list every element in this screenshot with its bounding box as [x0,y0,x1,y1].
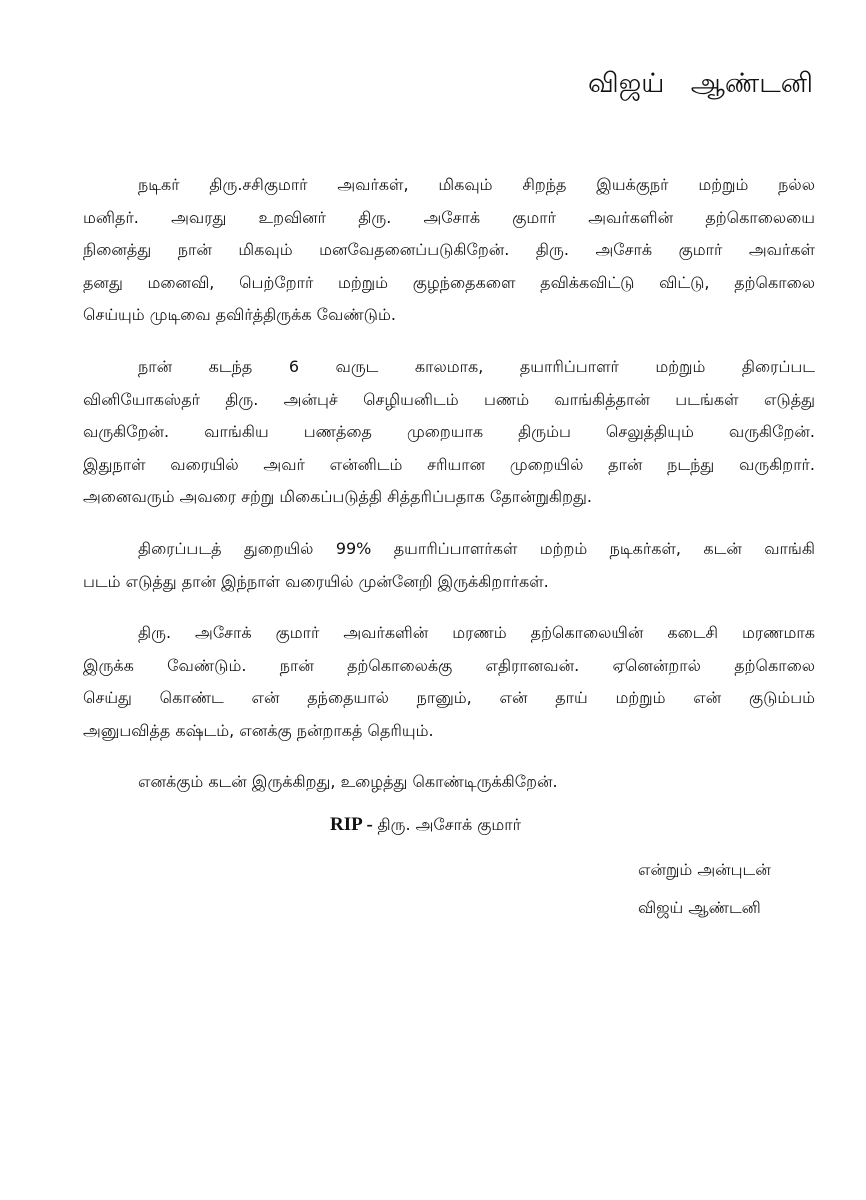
text-line: இருக்க வேண்டும். நான் தற்கொலைக்கு எதிரானவன். ஏனென்றால் தற்கொலை [83,655,815,675]
text-line: திரைப்படத் துறையில் 99% தயாரிப்பாளர்கள் மற்றம் நடிகர்கள், கடன் வாங்கி [138,539,815,558]
text-line: செய்யும் முடிவை தவிர்த்திருக்க வேண்டும். [83,305,396,324]
document-title: விஜய் ஆண்டனி [588,68,813,99]
paragraph-4 [83,617,815,747]
rip-line [330,814,521,836]
text-line: நடிகர் திரு.சசிகுமார் அவர்கள், மிகவும் சிறந்த இயக்குநர் மற்றும் நல்ல [138,175,815,194]
text-line: எனக்கும் கடன் இருக்கிறது, உழைத்து கொண்டிருக்கிறேன். [138,772,558,791]
text-line: அனைவரும் அவரை சற்று மிகைப்படுத்தி சித்தரிப்பதாக தோன்றுகிறது. [83,487,592,506]
paragraph-5 [83,766,815,799]
text-line: படம் எடுத்து தான் இந்நாள் வரையில் முன்னேறி இருக்கிறார்கள். [83,571,549,591]
text-line: வருகிறேன். வாங்கிய பணத்தை முறையாக திரும்ப செலுத்தியும் வருகிறேன். [83,422,815,441]
text-line: நான் கடந்த 6 வருட காலமாக, தயாரிப்பாளர் மற்றும் திரைப்பட [138,357,815,376]
paragraph-2 [83,351,815,514]
rip-dash: - [361,814,378,835]
paragraph-1 [83,169,815,332]
rip-label: RIP [330,814,362,835]
rip-name: திரு. அசோக் குமார் [377,815,522,834]
text-line: தனது மனைவி, பெற்றோர் மற்றும் குழந்தைகளை தவிக்கவிட்டு விட்டு, தற்கொலை [83,272,815,292]
paragraph-3 [83,533,815,598]
signature-name: விஜய் ஆண்டனி [638,898,761,917]
text-line: திரு. அசோக் குமார் அவர்களின் மரணம் தற்கொலையின் கடைசி மரணமாக [138,623,815,642]
closing-text: என்றும் அன்புடன் [638,860,771,879]
text-line: செய்து கொண்ட என் தந்தையால் நானும், என் தாய் மற்றும் என் குடும்பம் [83,688,815,707]
text-line: இதுநாள் வரையில் அவர் என்னிடம் சரியான முறையில் தான் நடந்து வருகிறார். [83,454,815,474]
text-line: நினைத்து நான் மிகவும் மனவேதனைப்படுகிறேன். திரு. அசோக் குமார் அவர்கள் [83,240,815,259]
text-line: அனுபவித்த கஷ்டம், எனக்கு நன்றாகத் தெரியும். [83,720,434,740]
text-line: மனிதர். அவரது உறவினர் திரு. அசோக் குமார் அவர்களின் தற்கொலையை [83,207,815,227]
text-line: வினியோகஸ்தர் திரு. அன்புச் செழியனிடம் பணம் வாங்கித்தான் படங்கள் எடுத்து [83,389,815,409]
